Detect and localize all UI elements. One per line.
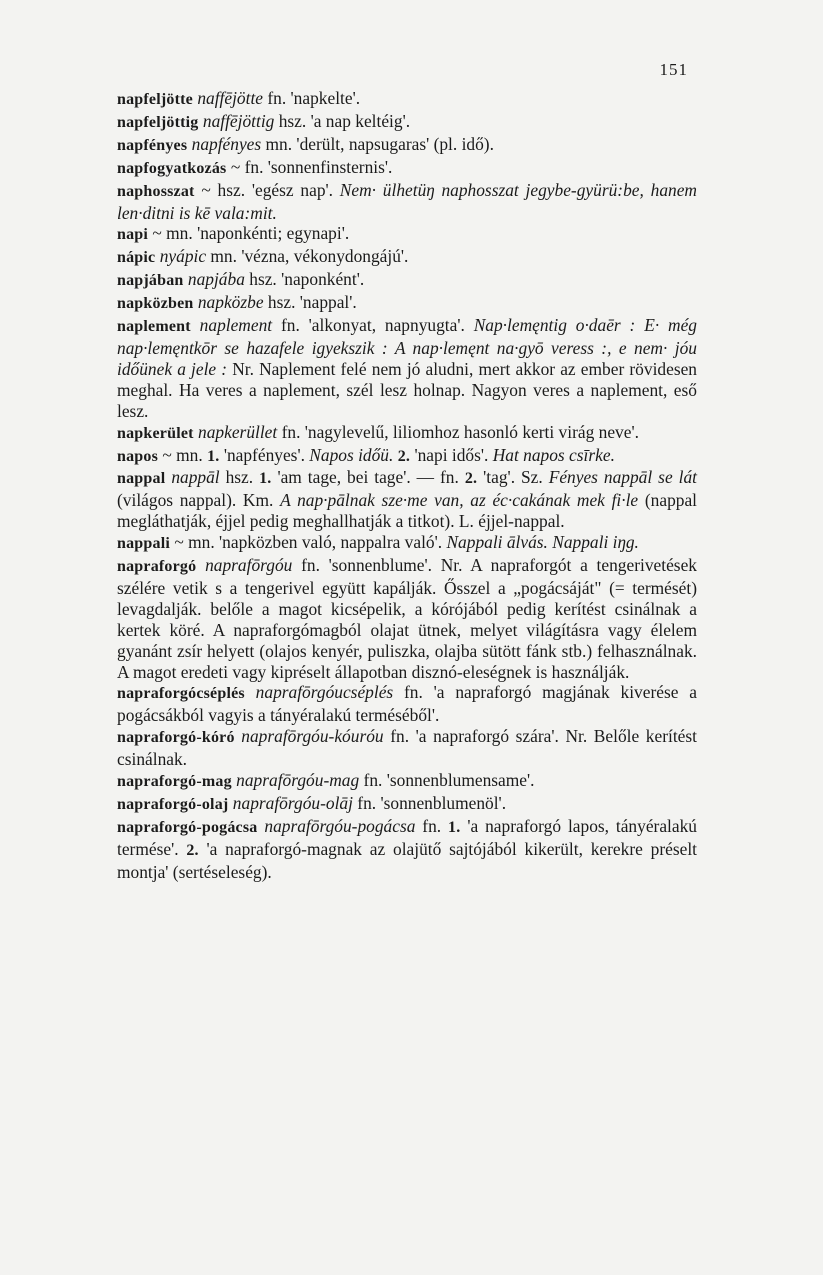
entry-text: (nappal megláthatják, éjjel pedig meghallhatják a titkot). L. éjjel-nappal.: [117, 490, 698, 532]
entry-text: 'am tage, bei tage'. — fn.: [271, 467, 465, 488]
headword: naphosszat: [117, 182, 195, 200]
dictionary-entry: [117, 532, 697, 555]
entry-text: (világos nappal). Km.: [117, 490, 281, 511]
entry-text: 'a napraforgó-magnak az olajütő sajtójából kikerült, kerekre préselt montja' (sertéseleség).: [117, 838, 697, 882]
dialect-form: nappāl: [171, 467, 220, 488]
dictionary-entry: [117, 315, 697, 422]
example-text: Nap·lemęntig o·daēr : E· még nap·lemęntkōr se hazafele igyekszik : A nap·lemęnt na·gyō veress :, e nem· jóu időünek a jele :: [117, 315, 697, 379]
headword: napfényes: [117, 136, 188, 154]
dictionary-entry: [117, 180, 697, 224]
entry-text: 'a napraforgó lapos, tányéralakú termése'.: [117, 815, 697, 859]
headword: 1.: [207, 447, 220, 465]
example-text: Napos időü.: [309, 444, 394, 465]
headword: napraforgó-kóró: [117, 729, 235, 747]
dialect-form: naplement: [199, 315, 273, 336]
headword: naplement: [117, 318, 191, 336]
example-text: Nappali ālvás. Nappali iŋg.: [446, 532, 639, 553]
dictionary-entry: [117, 134, 697, 157]
entry-text: fn. 'sonnenblumenöl'.: [352, 793, 507, 813]
entry-text: hsz.: [219, 467, 260, 488]
headword: napraforgó-olaj: [117, 796, 229, 813]
entry-text: ~ fn. 'sonnenfinsternis'.: [226, 156, 393, 177]
headword: nappal: [117, 470, 166, 488]
entry-text: fn. 'a napraforgó magjának kiverése a pogácsákból vagyis a tányéralakú terméséből'.: [117, 682, 697, 726]
dictionary-entry: [117, 111, 697, 134]
page-number: 151: [659, 60, 688, 79]
example-text: Nem· ülhetüŋ naphosszat jegybe-gyürü:be, hanem len·ditni is kē vala:mit.: [117, 179, 697, 223]
headword: 1.: [259, 470, 272, 488]
entry-text: fn. 'a napraforgó szára'. Nr. Belőle kerítést csinálnak.: [117, 726, 697, 770]
headword: napraforgó-mag: [117, 773, 232, 791]
entry-text: hsz. 'a nap keltéig'.: [274, 110, 411, 131]
dialect-form: naprafōrgóucséplés: [255, 682, 394, 703]
headword: napraforgó-pogácsa: [117, 818, 258, 836]
dictionary-entry: [117, 223, 697, 246]
entry-text: fn. 'alkonyat, napnyugta'.: [272, 315, 474, 336]
entry-text: fn.: [415, 815, 449, 836]
entry-text: [245, 682, 256, 702]
headword: 2.: [464, 470, 478, 488]
headword: napos: [117, 447, 159, 465]
entry-text: 'napi idős'.: [410, 444, 493, 465]
dialect-form: naprafōrgóu-mag: [236, 770, 360, 791]
headword: napjában: [117, 272, 184, 290]
entry-text: hsz. 'naponként'.: [244, 269, 365, 290]
dictionary-entry: [117, 555, 697, 682]
entry-text: fn. 'sonnenblume'. Nr. A napraforgót a tengerivetések szélére vetik s a tengerivel együtt kapálják. Ősszel a „pogácsáját" (= termését) levagdalják. belőle a magot kicsépelik, a kórójából pedig kerítést csinálnak a kertek köré. A napraforgómagból olajat ütnek, melyet világításra vagy élelem gyanánt zsír helyett (olajos kenyér, puliszka, olajba sütött fánk stb.) felhasználnak. A magot eredeti vagy kipréselt állapotban disznó-eleségnek is használják.: [117, 555, 697, 682]
dictionary-entry: [117, 793, 697, 816]
dialect-form: naffējöttig: [202, 110, 275, 131]
headword: napfogyatkozás: [117, 159, 227, 177]
dictionary-entry: [117, 467, 697, 532]
dialect-form: naprafōrgóu: [205, 555, 293, 576]
headword: 2.: [186, 841, 199, 859]
dialect-form: naprafōrgóu-olāj: [232, 793, 353, 813]
entry-text: fn. 'napkelte'.: [263, 88, 361, 108]
dictionary-entry: [117, 157, 697, 180]
dialect-form: napkerüllet: [198, 421, 278, 442]
headword: 2.: [397, 447, 411, 465]
dictionary-entry: [117, 88, 697, 111]
entry-text: 'tag'. Sz.: [477, 467, 549, 488]
dialect-form: napjába: [187, 269, 245, 290]
dictionary-column: [117, 88, 697, 883]
example-text: Fényes nappāl se lát: [548, 467, 697, 488]
entry-text: ~ mn. 'naponkénti; egynapi'.: [148, 223, 350, 244]
dialect-form: napközbe: [197, 292, 264, 313]
dictionary-entry: [117, 292, 697, 315]
headword: napkerület: [117, 424, 194, 442]
entry-text: ~ mn.: [158, 444, 208, 465]
entry-text: mn. 'vézna, vékonydongájú'.: [206, 246, 409, 267]
entry-text: [196, 555, 205, 575]
dictionary-entry: [117, 422, 697, 445]
entry-text: fn. 'nagylevelű, liliomhoz hasonló kerti virág neve'.: [277, 421, 639, 442]
dialect-form: napfényes: [191, 133, 262, 154]
headword: napfeljöttig: [117, 113, 199, 131]
headword: napközben: [117, 295, 194, 313]
dictionary-entry: [117, 726, 697, 770]
dialect-form: nyápic: [159, 246, 207, 267]
example-text: Hat napos csīrke.: [492, 444, 615, 465]
headword: napfeljötte: [117, 91, 193, 108]
entry-text: mn. 'derült, napsugaras' (pl. idő).: [261, 133, 494, 154]
headword: 1.: [448, 818, 461, 836]
dialect-form: naprafōrgóu-kóuróu: [241, 726, 384, 747]
entry-text: hsz. 'nappal'.: [263, 292, 357, 313]
dictionary-entry: [117, 816, 697, 883]
dictionary-entry: [117, 269, 697, 292]
headword: nappali: [117, 535, 170, 553]
dictionary-entry: [117, 246, 697, 269]
entry-text: 'napfényes'.: [219, 444, 310, 465]
entry-text: ~ mn. 'napközben való, nappalra való'.: [170, 532, 447, 553]
dialect-form: naffējötte: [197, 88, 264, 108]
dictionary-entry: [117, 770, 697, 793]
dialect-form: naprafōrgóu-pogácsa: [264, 815, 416, 836]
entry-text: [191, 315, 200, 335]
headword: napraforgó: [117, 558, 197, 576]
headword: nápic: [117, 249, 156, 267]
headword: napraforgócséplés: [117, 685, 245, 703]
example-text: A nap·pālnak sze·me van, az éc·cakának mek fi·le: [280, 490, 639, 511]
dictionary-entry: [117, 445, 697, 468]
entry-text: ~ hsz. 'egész nap'.: [194, 179, 340, 200]
headword: napi: [117, 226, 149, 244]
dictionary-entry: [117, 682, 697, 726]
entry-text: fn. 'sonnenblumensame'.: [359, 770, 535, 791]
entry-text: Nr. Naplement felé nem jó aludni, mert akkor az ember rövidesen meghal. Ha veres a naplement, szél lesz holnap. Nagyon veres a naplement, eső lesz.: [117, 358, 697, 421]
